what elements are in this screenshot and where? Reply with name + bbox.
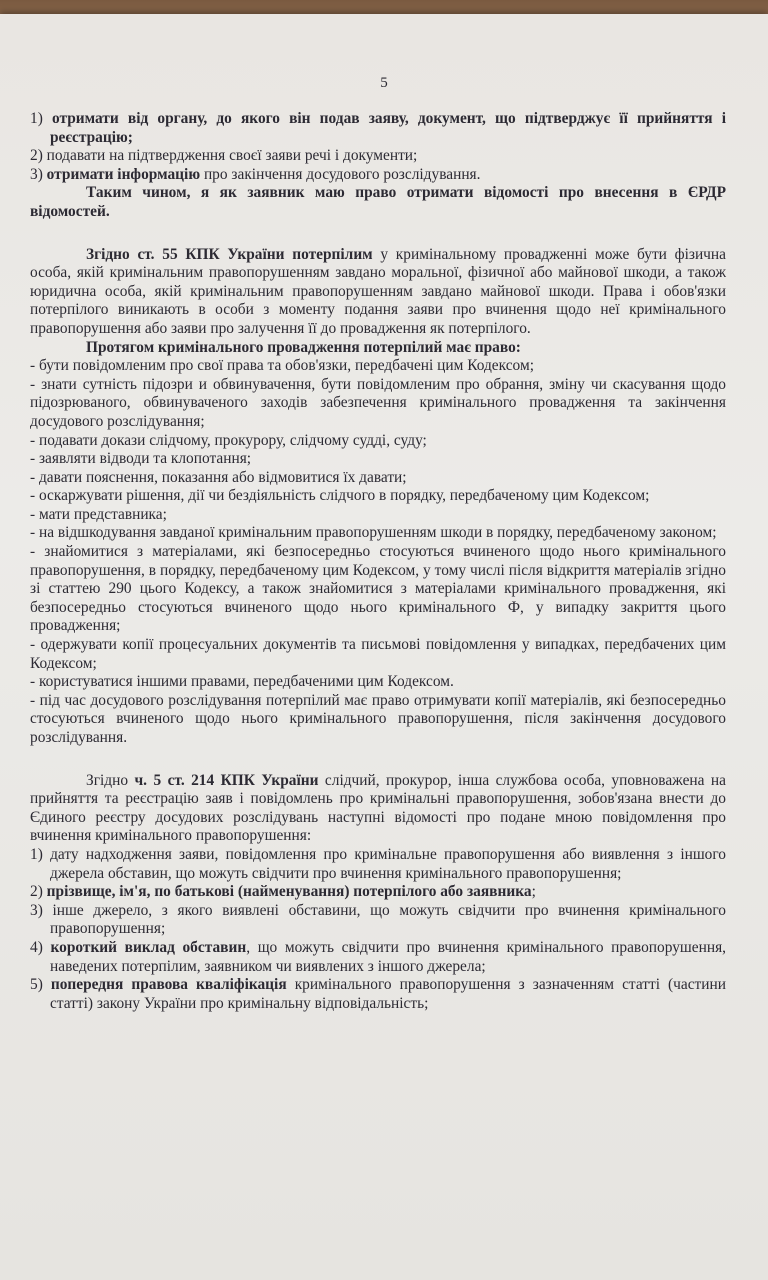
register-item-4 [30,939,726,976]
right-item: - на відшкодування завданої кримінальним правопорушенням шкоди в порядку, передбаченому законом; [30,524,717,542]
right-item: - подавати докази слідчому, прокурору, слідчому судді, суду; [30,431,427,449]
bold-text: отримати від органу, до якого він подав заяву, документ, що підтверджує її прийняття і реєстрацію; [50,110,726,146]
right-item: - користуватися іншими правами, передбаченими цим Кодексом. [30,673,454,691]
register-item-1: 1) дату надходження заяви, повідомлення про кримінальне правопорушення або виявлення з іншого джерела обставин, що можуть свідчити про вчинення кримінального правопорушення; [30,845,726,882]
right-item: - одержувати копії процесуальних документів та письмові повідомлення у випадках, передбачених цим Кодексом; [30,636,726,672]
article-214-paragraph [30,772,726,846]
register-item-3: 3) інше джерело, з якого виявлені обставини, що можуть свідчити про вчинення кримінального правопорушення; [30,901,726,938]
plain-text: слідчий, прокурор, інша службова особа, уповноважена на прийняття та реєстрацію заяв і повідомлень про кримінальні правопорушення, зобов'язана внести до Єдиного реєстру досудових розслідувань наступні відомості про подане мною повідомлення про вчинення кримінального правопорушення: [30,771,726,845]
bold-text: попередня правова кваліфікація [50,976,287,994]
page-number: 5 [380,75,388,91]
spacer [30,222,726,246]
register-item-2 [30,883,726,902]
item-number: 4) [30,938,51,956]
plain-text: про закінчення досудового розслідування. [200,165,481,183]
intro-item-1 [30,110,726,147]
bold-text: ч. 5 ст. 214 КПК України [134,771,319,789]
bold-text: Згідно ст. 55 КПК України потерпілим [86,245,373,263]
intro-item-3 [30,166,726,185]
document-page [0,14,768,1280]
article-55-paragraph [30,246,726,339]
item-number: 2) [30,883,47,901]
spacer [30,748,726,772]
plain-text: Згідно [86,771,135,789]
item-number: 1) [30,110,52,127]
bold-text: прізвище, ім'я, по батькові (найменування) потерпілого або заявника [46,883,532,901]
right-item: - мати представника; [30,505,167,523]
plain-text: , що можуть свідчити про вчинення кримінального правопорушення, наведених потерпілим, заявником чи виявлених з іншого джерела; [50,938,726,975]
bold-text: короткий виклад обставин [50,938,247,956]
right-item: - заявляти відводи та клопотання; [30,450,252,468]
intro-item-2: 2) подавати на підтвердження своєї заяви речі і документи; [30,147,418,165]
right-item: - під час досудового розслідування потерпілий має право отримувати копії матеріалів, які безпосередньо стосуються вчиненого щодо нього кримінального правопорушення, після закінчення досудового розслідування. [30,691,726,746]
rights-heading [30,339,726,358]
intro-conclusion [30,184,726,221]
item-number: 5) [30,976,51,994]
item-number: 3) [30,165,47,183]
plain-text: ; [531,883,536,901]
right-item: - оскаржувати рішення, дії чи бездіяльність слідчого в порядку, передбаченому цим Кодексом; [30,487,650,505]
bold-text: Таким чином, я як заявник маю право отримати відомості про внесення в ЄРДР відомостей. [30,184,726,220]
document-body [30,110,726,1013]
right-item: - давати пояснення, показання або відмовитися їх давати; [30,468,407,486]
bold-text: Протягом кримінального провадження потерпілий має право: [86,338,521,356]
right-item: - знайомитися з матеріалами, які безпосередньо стосуються вчиненого щодо нього кримінального правопорушення, в порядку, передбаченому цим Кодексом, у тому числі після відкриття матеріалів згідно зі статтею 290 цього Кодексу, а також знайомитися з матеріалами кримінального провадження, які безпосередньо стосуються вчиненого щодо нього кримінального Ф, у випадку закриття цього провадження; [30,543,726,635]
bold-text: отримати інформацію [46,165,201,183]
register-item-5 [30,976,726,1013]
plain-text: кримінального правопорушення з зазначенням статті (частини статті) закону України про кримінальну відповідальність; [50,976,726,1012]
right-item: - бути повідомленим про свої права та обов'язки, передбачені цим Кодексом; [30,357,534,375]
right-item: - знати сутність підозри и обвинувачення, бути повідомленим про обрання, зміну чи скасування щодо підозрюваного, обвинуваченого заходів забезпечення кримінального провадження та закінчення досудового розслідування; [30,375,726,430]
plain-text: у кримінальному провадженні може бути фізична особа, якій кримінальним правопорушенням завдано моральної, фізичної або майнової шкоди, а також юридична особа, якій кримінальним правопорушенням завдано майнової шкоди. Права і обов'язки потерпілого виникають в особи з моменту подання заяви про вчинення щодо неї кримінального правопорушення або заяви про залучення її до провадження як потерпілого. [30,245,726,337]
